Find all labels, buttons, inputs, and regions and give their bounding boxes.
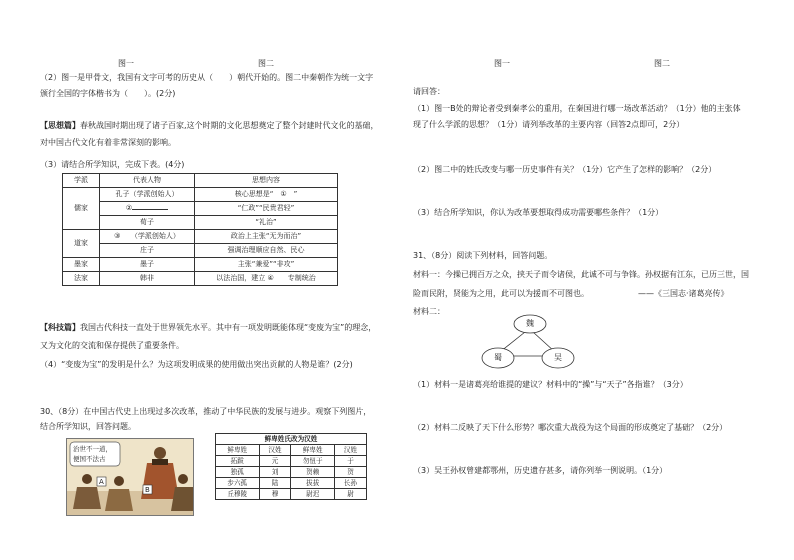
surname-cell: 尉迟 <box>291 489 335 500</box>
thought-paragraph-line2: 对中国古代文化有着非常深刻的影响。 <box>40 138 176 147</box>
kingdom-wei: 魏 <box>526 319 534 328</box>
table-row <box>63 258 338 272</box>
surname-cell: 尉 <box>335 489 367 500</box>
table-row <box>63 244 338 258</box>
person-cell: 韩非 <box>100 272 195 286</box>
right-fig-label-1: 图一 <box>494 59 510 68</box>
fill-blank <box>132 209 168 210</box>
kingdom-wu: 吴 <box>554 353 562 362</box>
thought-tag: 【思想篇】 <box>40 121 80 130</box>
material2-label: 材料二： <box>413 307 445 316</box>
left-fig-label-2: 图二 <box>258 59 274 68</box>
right-q1-line2: 现了什么学派的思想？（1分）请列举改革的主要内容（回答2点即可，2分） <box>413 120 685 129</box>
speech-bubble-line2: 便国不法古 <box>73 455 106 463</box>
debate-illustration <box>66 438 194 516</box>
person-cell: 庄子 <box>100 244 195 258</box>
school-table-header-cell: 思想内容 <box>195 174 338 188</box>
surname-cell: 拓跋 <box>216 456 260 467</box>
surname-cell: 贺赖 <box>291 467 335 478</box>
surname-header-cell: 汉姓 <box>335 445 367 456</box>
surname-header-cell: 鲜卑姓 <box>216 445 260 456</box>
tech-paragraph-line2: 又为文化的交流和保存提供了重要条件。 <box>40 341 184 350</box>
surname-cell: 于 <box>335 456 367 467</box>
left-q3-text: （3）请结合所学知识，完成下表。(4分) <box>40 160 185 169</box>
q31-sub3: （3）吴王孙权曾建都鄂州，历史遗存甚多，请你列举一例说明。（1分） <box>413 466 668 475</box>
tech-tag: 【科技篇】 <box>40 323 80 332</box>
surname-cell: 元 <box>259 456 291 467</box>
table-row <box>63 202 338 216</box>
speech-bubble-line1: 治世不一道， <box>73 445 112 453</box>
table-row <box>216 478 367 489</box>
surname-cell: 拔拔 <box>291 478 335 489</box>
q31-sub1: （1）材料一是诸葛亮给谁提的建议？材料中的“操”与“天子”各指谁？（3分） <box>413 380 688 389</box>
surname-cell: 丘穆陵 <box>216 489 260 500</box>
right-fig-label-2: 图二 <box>654 59 670 68</box>
answer-prompt: 请回答： <box>413 87 445 96</box>
person-cell: 孔子（学派创始人） <box>100 188 195 202</box>
idea-cell: 政治上主张“无为而治” <box>195 230 338 244</box>
person-cell <box>100 202 195 216</box>
surname-header-cell: 汉姓 <box>259 445 291 456</box>
school-table-header <box>63 174 338 188</box>
tech-text-1: 我国古代科技一直处于世界领先水平。其中有一项发明既能体现“变废为宝”的理念， <box>80 323 377 332</box>
table-row <box>216 467 367 478</box>
thought-paragraph-line1 <box>40 121 379 131</box>
material1-line1: 材料一：今操已拥百万之众，挟天子而令诸侯，此诚不可与争锋。孙权据有江东，已历三世，国 <box>413 270 749 279</box>
idea-cell: 核心思想是“ ① ” <box>195 188 338 202</box>
idea-cell: 强调治理顺应自然、民心 <box>195 244 338 258</box>
surname-table-title: 鲜卑姓氏改为汉姓 <box>216 434 367 445</box>
person-cell: 墨子 <box>100 258 195 272</box>
person-cell: 荀子 <box>100 216 195 230</box>
surname-cell: 长孙 <box>335 478 367 489</box>
left-q2-line1: （2）图一是甲骨文，我国有文字可考的历史从（ ）朝代开始的。图二中秦朝作为统一文字 <box>40 73 374 82</box>
table-row <box>63 216 338 230</box>
left-q2-line2: 颁行全国的字体楷书为（ ）。(2分) <box>40 89 176 98</box>
school-name-dao: 道家 <box>63 230 100 258</box>
label-a: A <box>99 478 104 486</box>
left-fig-label-1: 图一 <box>118 59 134 68</box>
surname-table-header <box>216 445 367 456</box>
school-table-header-cell: 学派 <box>63 174 100 188</box>
surname-cell: 刘 <box>259 467 291 478</box>
idea-cell: “仁政”“民贵君轻” <box>195 202 338 216</box>
right-q3-text: （3）结合所学知识，你认为改革要想取得成功需要哪些条件？（1分） <box>413 208 664 217</box>
thought-text-1: 春秋战国时期出现了诸子百家,这个时期的文化思想奠定了整个封建时代文化的基础， <box>80 121 379 130</box>
school-name-fa: 法家 <box>63 272 100 286</box>
table-row <box>63 230 338 244</box>
school-table <box>62 173 338 286</box>
q31-sub2: （2）材料二反映了天下什么形势？哪次重大战役为这个局面的形成奠定了基础？（2分） <box>413 423 728 432</box>
tech-paragraph-line1 <box>40 323 376 333</box>
surname-header-cell: 鲜卑姓 <box>291 445 335 456</box>
school-name-mo: 墨家 <box>63 258 100 272</box>
surname-table-title-row <box>216 434 367 445</box>
label-b: B <box>145 486 150 494</box>
table-row <box>216 456 367 467</box>
person-blank-number: ② <box>125 204 133 212</box>
q30-line1: 30、（8分）在中国古代史上出现过多次改革，推动了中华民族的发展与进步。观察下列图片， <box>40 407 372 416</box>
q30-line2: 结合所学知识，回答问题。 <box>40 422 136 431</box>
right-q1-line1: （1）图一B处的辩论者受到秦孝公的重用，在秦国进行哪一场改革活动？（1分）他的主张体 <box>413 104 741 113</box>
table-row <box>216 489 367 500</box>
material1-source: ——《三国志·诸葛亮传》 <box>638 289 729 298</box>
surname-cell: 陆 <box>259 478 291 489</box>
q31-text: 31、（8分）阅读下列材料，回答问题。 <box>413 251 553 260</box>
table-row <box>63 188 338 202</box>
kingdom-shu: 蜀 <box>494 353 502 362</box>
surname-cell: 穆 <box>259 489 291 500</box>
surname-cell: 步六孤 <box>216 478 260 489</box>
surname-cell: 勿忸于 <box>291 456 335 467</box>
school-name-ru: 儒家 <box>63 188 100 230</box>
idea-cell: 主张“兼爱”“非攻” <box>195 258 338 272</box>
surname-table <box>215 433 367 500</box>
left-q4-text: （4）“变废为宝”的发明是什么？为这项发明成果的使用做出突出贡献的人物是谁？(2分) <box>40 360 353 369</box>
material1-line2: 险而民附，贤能为之用，此可以为援而不可图也。 <box>413 289 589 298</box>
person-cell: ③ （学派创始人） <box>100 230 195 244</box>
surname-cell: 独孤 <box>216 467 260 478</box>
school-table-header-cell: 代表人物 <box>100 174 195 188</box>
surname-cell: 贺 <box>335 467 367 478</box>
right-q2-text: （2）图二中的姓氏改变与哪一历史事件有关？（1分）它产生了怎样的影响？（2分） <box>413 165 717 174</box>
idea-cell: “礼治” <box>195 216 338 230</box>
table-row <box>63 272 338 286</box>
idea-cell: 以法治国，建立 ④ 专制统治 <box>195 272 338 286</box>
